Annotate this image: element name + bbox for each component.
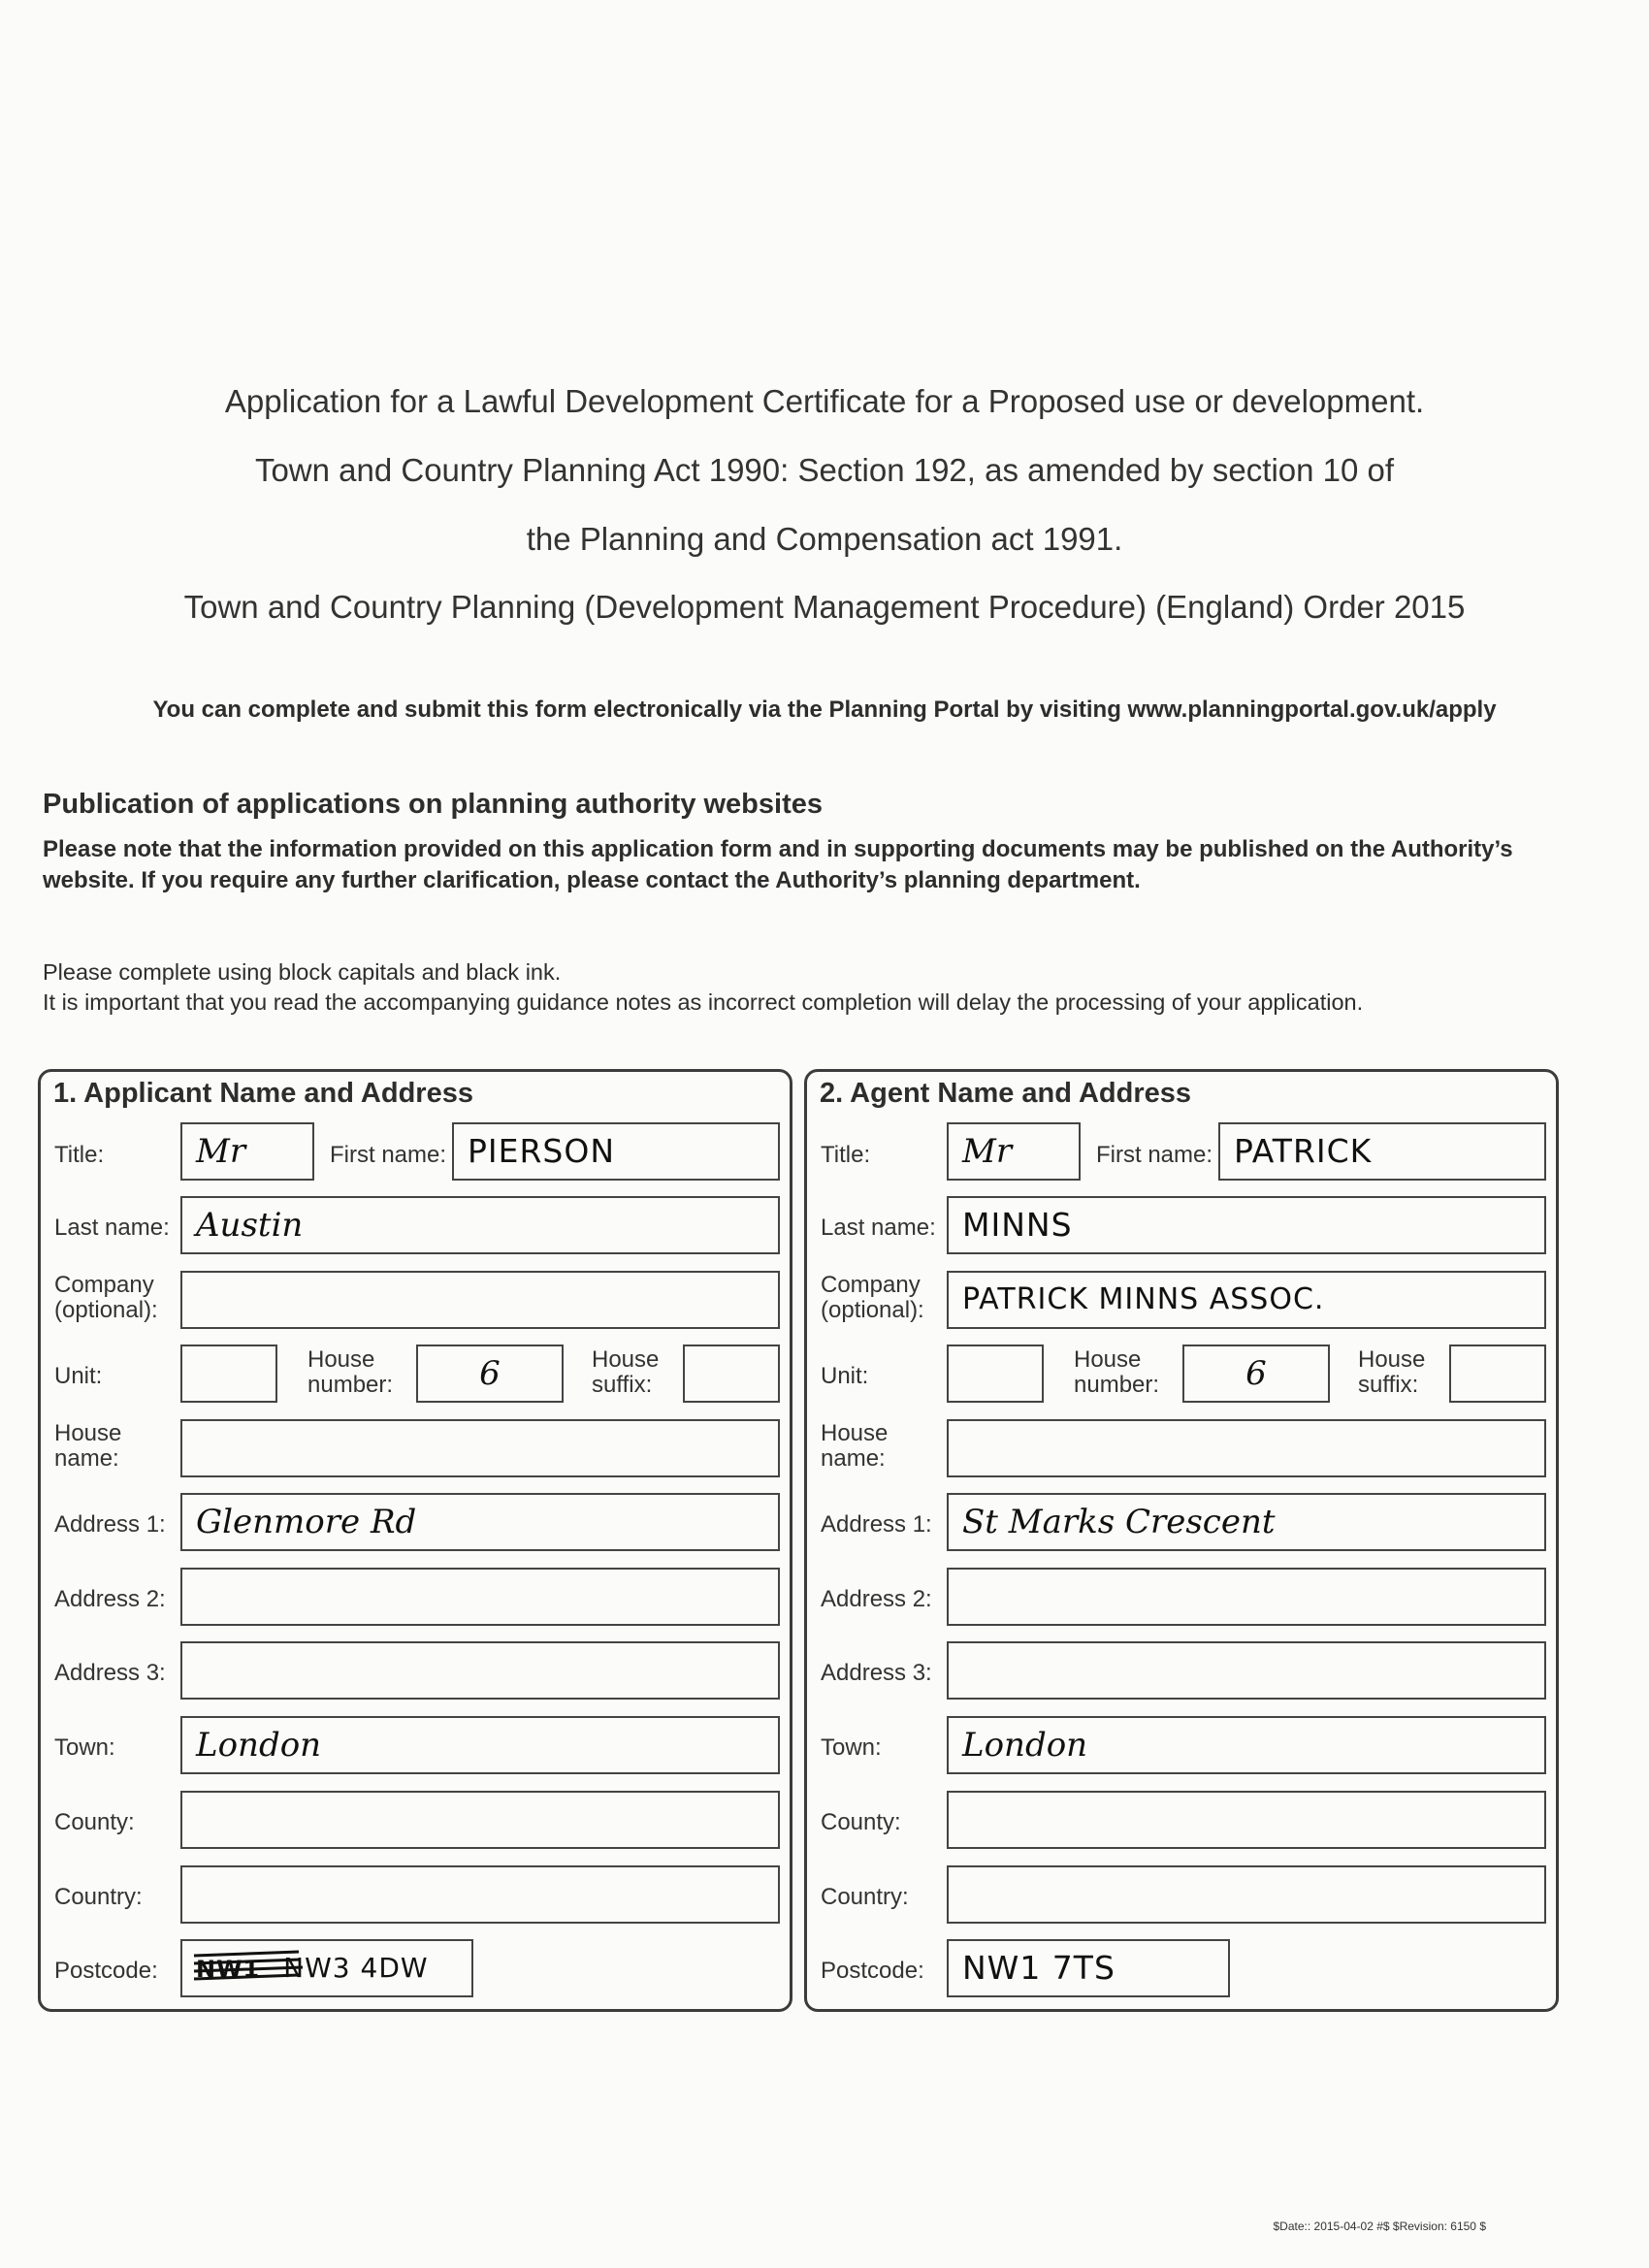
agent-house-suffix-field[interactable] [1449, 1345, 1546, 1403]
form-title: Application for a Lawful Development Certificate for a Proposed use or development. [224, 383, 1425, 419]
applicant-postcode-value [182, 1941, 471, 1995]
town-label: Town: [54, 1734, 115, 1761]
applicant-postcode-field[interactable] [180, 1939, 473, 1997]
address1-label: Address 1: [821, 1511, 932, 1538]
applicant-address3-value [182, 1643, 778, 1698]
house-name-label-line2: name: [821, 1445, 886, 1472]
house-number-label-line2: number: [307, 1372, 394, 1398]
agent-section [804, 1069, 1559, 2012]
country-label: Country: [54, 1884, 143, 1910]
company-label-line2: (optional): [54, 1297, 158, 1323]
applicant-house-suffix-field[interactable] [683, 1345, 780, 1403]
agent-title-field[interactable] [947, 1122, 1081, 1181]
applicant-unit-value [182, 1346, 275, 1401]
applicant-section [38, 1069, 792, 2012]
agent-country-field[interactable] [947, 1865, 1546, 1924]
agent-title-value: Mr [962, 1132, 1013, 1171]
agent-heading: 2. Agent Name and Address [820, 1078, 1192, 1109]
applicant-address2-value [182, 1570, 778, 1624]
county-label: County: [54, 1809, 135, 1835]
company-label [54, 1273, 158, 1323]
instruction-guidance: It is important that you read the accompanying guidance notes as incorrect completion will delay the processing of your application. [43, 989, 1364, 1015]
company-label-line1: Company [54, 1272, 154, 1298]
unit-label: Unit: [54, 1363, 103, 1389]
agent-address3-value [949, 1643, 1544, 1698]
title-label: Title: [54, 1142, 105, 1168]
house-suffix-label [1358, 1347, 1425, 1398]
applicant-town-value: London [196, 1726, 322, 1765]
postcode-label: Postcode: [821, 1958, 924, 1984]
act-reference: Town and Country Planning Act 1990: Section 192, as amended by section 10 of [254, 452, 1395, 488]
applicant-address1-value: Glenmore Rd [196, 1503, 417, 1541]
applicant-company-value [182, 1273, 778, 1327]
applicant-title-field[interactable] [180, 1122, 314, 1181]
address2-label: Address 2: [54, 1586, 166, 1612]
agent-company-field[interactable] [947, 1271, 1546, 1329]
applicant-house-number-value: 6 [479, 1354, 501, 1393]
agent-house-name-field[interactable] [947, 1419, 1546, 1477]
applicant-house-name-field[interactable] [180, 1419, 780, 1477]
applicant-last-name-value: Austin [196, 1206, 304, 1245]
applicant-house-suffix-value [685, 1346, 778, 1401]
town-label: Town: [821, 1734, 882, 1761]
act-reference-cont: the Planning and Compensation act 1991. [526, 521, 1123, 557]
agent-last-name-field[interactable] [947, 1196, 1546, 1254]
company-label-line2: (optional): [821, 1297, 924, 1323]
agent-county-value [949, 1793, 1544, 1847]
title-label: Title: [821, 1142, 871, 1168]
applicant-company-field[interactable] [180, 1271, 780, 1329]
agent-address1-field[interactable] [947, 1493, 1546, 1551]
applicant-house-number-field[interactable] [416, 1345, 564, 1403]
applicant-country-value [182, 1867, 778, 1922]
applicant-postcode-text: NW3 4DW [283, 1952, 429, 1984]
last-name-label: Last name: [821, 1215, 936, 1241]
struck-out-postcode [196, 1942, 260, 1996]
agent-address2-value [949, 1570, 1544, 1624]
instruction-block-capitals: Please complete using block capitals and black ink. [43, 959, 562, 985]
house-suffix-label-line2: suffix: [1358, 1372, 1419, 1398]
house-name-label [54, 1421, 121, 1472]
address1-label: Address 1: [54, 1511, 166, 1538]
applicant-title-value: Mr [196, 1132, 246, 1171]
house-suffix-label-line2: suffix: [592, 1372, 653, 1398]
first-name-label: First name: [330, 1142, 447, 1168]
applicant-country-field[interactable] [180, 1865, 780, 1924]
scribble-icon [192, 1948, 308, 1987]
agent-town-field[interactable] [947, 1716, 1546, 1774]
house-suffix-label-line1: House [1358, 1346, 1426, 1373]
applicant-county-field[interactable] [180, 1791, 780, 1849]
agent-unit-value [949, 1346, 1042, 1401]
applicant-last-name-field[interactable] [180, 1196, 780, 1254]
applicant-address3-field[interactable] [180, 1641, 780, 1700]
agent-address3-field[interactable] [947, 1641, 1546, 1700]
agent-postcode-field[interactable] [947, 1939, 1230, 1997]
agent-postcode-value: NW1 7TS [962, 1949, 1116, 1987]
address3-label: Address 3: [54, 1660, 166, 1686]
struck-postcode-text: NW1 [196, 1956, 261, 1983]
applicant-heading: 1. Applicant Name and Address [53, 1078, 473, 1109]
house-name-label [821, 1421, 888, 1472]
agent-first-name-field[interactable] [1218, 1122, 1546, 1181]
company-label-line1: Company [821, 1272, 921, 1298]
agent-town-value: London [962, 1726, 1088, 1765]
house-suffix-label-line1: House [592, 1346, 660, 1373]
agent-country-value [949, 1867, 1544, 1922]
applicant-address1-field[interactable] [180, 1493, 780, 1551]
house-number-label-line1: House [1074, 1346, 1142, 1373]
agent-last-name-value: MINNS [962, 1206, 1073, 1244]
publication-notice: Please note that the information provided on this application form and in supporting documents may be published on the Authority’s website. If you require any further clarification, please contact the Authority’s planning department. [43, 836, 1513, 893]
agent-county-field[interactable] [947, 1791, 1546, 1849]
house-number-label-line1: House [307, 1346, 375, 1373]
last-name-label: Last name: [54, 1215, 170, 1241]
agent-unit-field[interactable] [947, 1345, 1044, 1403]
first-name-label: First name: [1096, 1142, 1213, 1168]
applicant-house-name-value [182, 1421, 778, 1475]
order-reference: Town and Country Planning (Development Management Procedure) (England) Order 2015 [183, 589, 1466, 625]
house-number-label [1074, 1347, 1159, 1398]
postcode-label: Postcode: [54, 1958, 158, 1984]
county-label: County: [821, 1809, 901, 1835]
house-name-label-line1: House [821, 1420, 889, 1446]
agent-address1-value: St Marks Crescent [962, 1503, 1276, 1541]
country-label: Country: [821, 1884, 909, 1910]
portal-note: You can complete and submit this form electronically via the Planning Portal by visiting www.planningportal.gov.uk/apply [152, 697, 1497, 723]
applicant-unit-field[interactable] [180, 1345, 277, 1403]
agent-house-name-value [949, 1421, 1544, 1475]
unit-label: Unit: [821, 1363, 869, 1389]
revision-stamp: $Date:: 2015-04-02 #$ $Revision: 6150 $ [1273, 2219, 1486, 2233]
applicant-first-name-value: PIERSON [468, 1132, 616, 1170]
applicant-first-name-field[interactable] [452, 1122, 780, 1181]
house-name-label-line2: name: [54, 1445, 119, 1472]
address2-label: Address 2: [821, 1586, 932, 1612]
address3-label: Address 3: [821, 1660, 932, 1686]
applicant-address2-field[interactable] [180, 1568, 780, 1626]
house-number-label [307, 1347, 393, 1398]
agent-address2-field[interactable] [947, 1568, 1546, 1626]
agent-house-number-field[interactable] [1182, 1345, 1330, 1403]
agent-first-name-value: PATRICK [1234, 1132, 1373, 1170]
company-label [821, 1273, 924, 1323]
publication-title: Publication of applications on planning authority websites [43, 789, 823, 820]
house-name-label-line1: House [54, 1420, 122, 1446]
house-number-label-line2: number: [1074, 1372, 1160, 1398]
agent-company-value: PATRICK MINNS ASSOC. [962, 1282, 1325, 1316]
agent-house-suffix-value [1451, 1346, 1544, 1401]
house-suffix-label [592, 1347, 659, 1398]
applicant-county-value [182, 1793, 778, 1847]
applicant-town-field[interactable] [180, 1716, 780, 1774]
agent-house-number-value: 6 [1245, 1354, 1267, 1393]
